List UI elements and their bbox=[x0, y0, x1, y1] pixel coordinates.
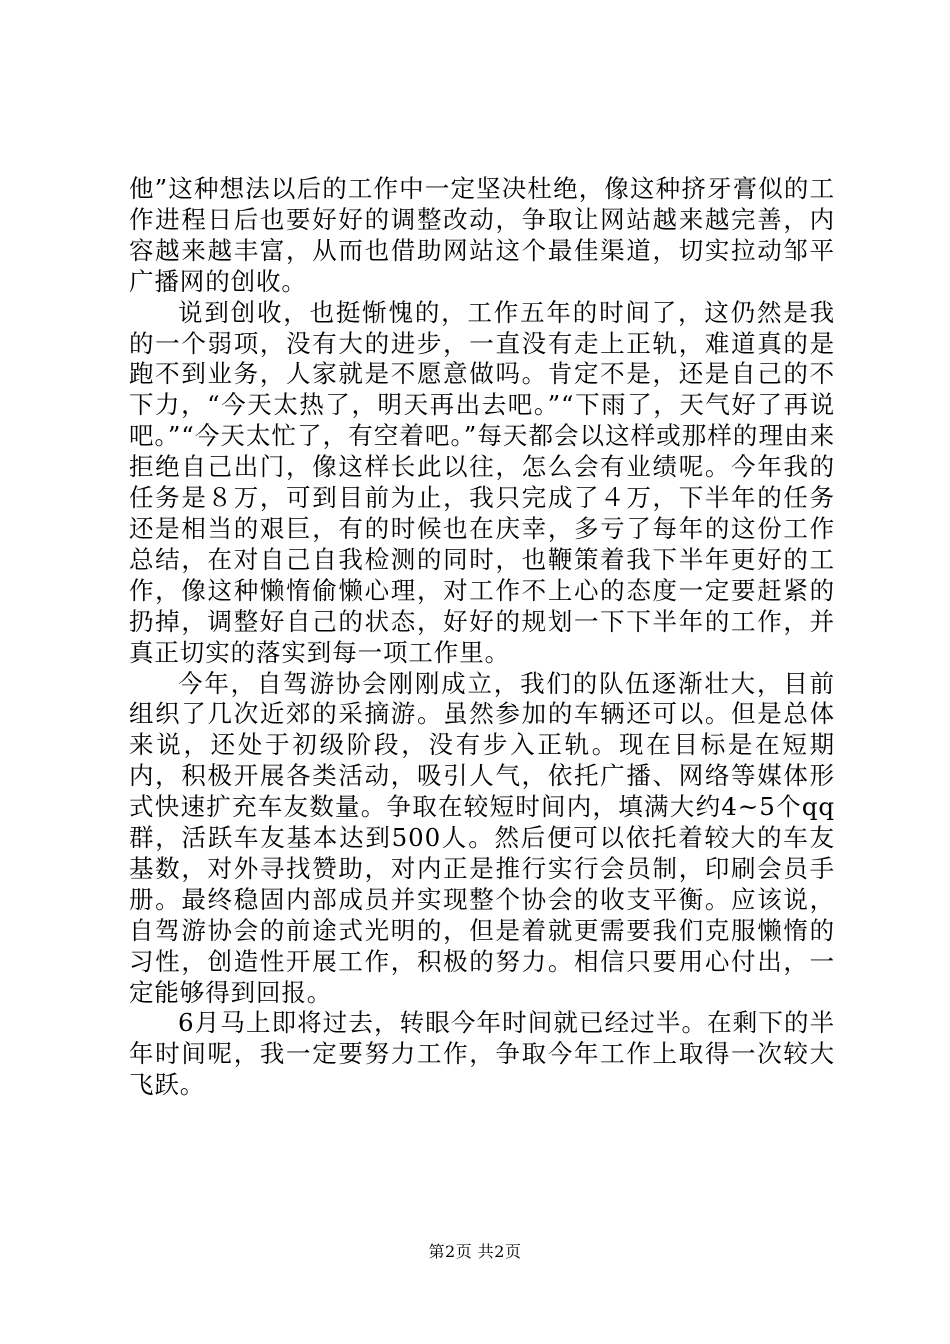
paragraph-continuation: 他”这种想法以后的工作中一定坚决杜绝，像这种挤牙膏似的工作进程日后也要好好的调整改动，争取让网站越来越完善，内容越来越丰富，从而也借助网站这个最佳渠道，切实拉动邹平广播网的创收。 bbox=[129, 174, 835, 296]
document-body bbox=[129, 174, 835, 1101]
paragraph-conclusion: 6月马上即将过去，转眼今年时间就已经过半。在剩下的半年时间呢，我一定要努力工作，争取今年工作上取得一次较大飞跃。 bbox=[129, 1008, 835, 1100]
paragraph-revenue: 说到创收，也挺惭愧的，工作五年的时间了，这仍然是我的一个弱项，没有大的进步，一直没有走上正轨，难道真的是跑不到业务，人家就是不愿意做吗。肯定不是，还是自己的不下力，“今天太热了，明天再出去吧。”“下雨了，天气好了再说吧。”“今天太忙了，有空着吧。”每天都会以这样或那样的理由来拒绝自己出门，像这样长此以往，怎么会有业绩呢。今年我的任务是８万，可到目前为止，我只完成了４万，下半年的任务还是相当的艰巨，有的时候也在庆幸，多亏了每年的这份工作总结，在对自己自我检测的同时，也鞭策着我下半年更好的工作，像这种懒惰偷懒心理，对工作不上心的态度一定要赶紧的扔掉，调整好自己的状态，好好的规划一下下半年的工作，并真正切实的落实到每一项工作里。 bbox=[129, 297, 835, 667]
page-footer: 第2页 共2页 bbox=[428, 1242, 522, 1261]
paragraph-self-drive-association: 今年，自驾游协会刚刚成立，我们的队伍逐渐壮大，目前组织了几次近郊的采摘游。虽然参加的车辆还可以。但是总体来说，还处于初级阶段，没有步入正轨。现在目标是在短期内，积极开展各类活动，吸引人气，依托广播、网络等媒体形式快速扩充车友数量。争取在较短时间内，填满大约4~5个qq群，活跃车友基本达到500人。然后便可以依托着较大的车友基数，对外寻找赞助，对内正是推行实行会员制，印刷会员手册。最终稳固内部成员并实现整个协会的收支平衡。应该说，自驾游协会的前途式光明的，但是着就更需要我们克服懒惰的习性，创造性开展工作，积极的努力。相信只要用心付出，一定能够得到回报。 bbox=[129, 668, 835, 1007]
